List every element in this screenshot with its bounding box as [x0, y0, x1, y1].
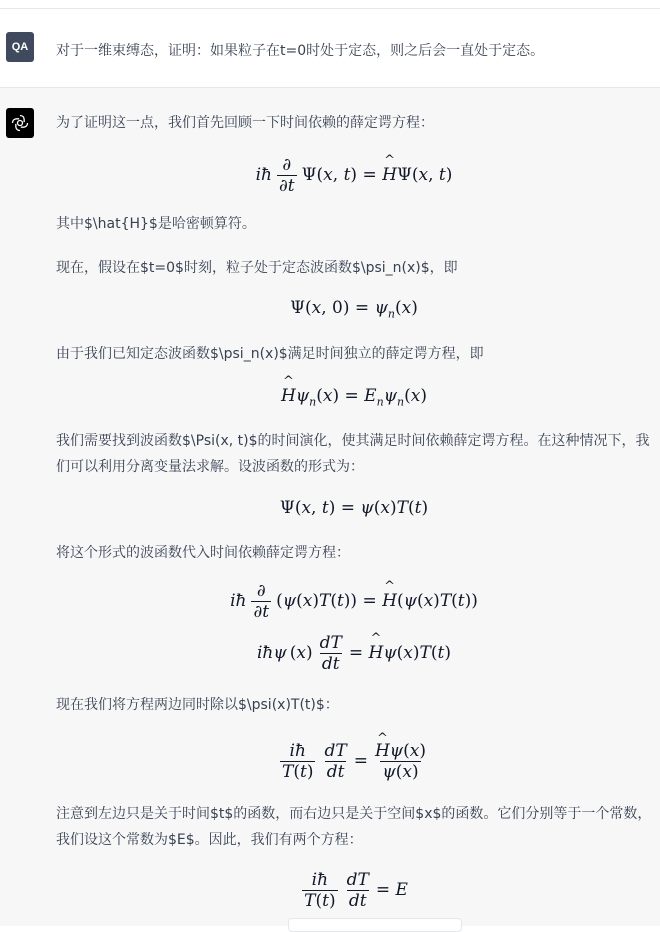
assistant-message-row [0, 88, 660, 926]
equation-divided: $\frac{iħ}{T(t)}$ $\frac{dT}{dt}$ = ^ $\frac{H\psi(x)}{\psi(x)}$ [56, 733, 652, 789]
paragraph-stationary: 由于我们已知定态波函数$\psi_n(x)$满足时间独立的薛定谔方程，即 [56, 346, 484, 362]
paragraph-substitute: 将这个形式的波函数代入时间依赖薛定谔方程： [56, 545, 350, 561]
equation-time-dependent-schrodinger: iħ $\frac{\partial}{\partial t}$ Ψ(x, t) = ^ HΨ(x, t) [56, 150, 652, 200]
paragraph-assume: 现在，假设在$t=0$时刻，粒子处于定态波函数$\psi_n(x)$，即 [56, 260, 458, 276]
openai-logo-icon [6, 108, 34, 138]
equation-separation-ansatz: Ψ(x, t) = ψ(x)T(t) [279, 498, 429, 518]
equation-expanded: iħψ (x) $\frac{dT}{dt}$ = ^ Hψ(x)T(t) [56, 628, 652, 678]
paragraph-divide: 现在我们将方程两边同时除以$\psi(x)T(t)$： [56, 697, 339, 713]
paragraph-separation: 我们需要找到波函数$\Psi(x, t)$的时间演化，使其满足时间依赖薛定谔方程。在这种情况下，我们可以利用分离变量法求解。设波函数的形式为： [56, 433, 650, 475]
equation-substituted: iħ $\frac{\partial}{\partial t}$ (ψ(x)T(t)) = ^ H(ψ(x)T(t)) [56, 576, 652, 626]
equation-time-part: $\frac{iħ}{T(t)}$ $\frac{dT}{dt}$ = E [304, 869, 408, 911]
user-avatar: QA [6, 32, 34, 62]
user-message-row [0, 9, 660, 88]
paragraph-intro: 为了证明这一点，我们首先回顾一下时间依赖的薛定谔方程： [56, 115, 434, 131]
regenerate-bar[interactable] [288, 918, 462, 932]
equation-time-independent: ^ $H\psi_n(x) = E_n\psi_n(x)$ [56, 384, 652, 410]
paragraph-constant: 注意到左边只是关于时间$t$的函数，而右边只是关于空间$x$的函数。它们分别等于一个常数，我们设这个常数为$E$。因此，我们有两个方程： [56, 806, 652, 848]
top-border [0, 0, 660, 9]
paragraph-hamiltonian: 其中$\hat{H}$是哈密顿算符。 [56, 216, 256, 232]
user-message-text: 对于一维束缚态，证明：如果粒子在t=0时处于定态，则之后会一直处于定态。 [56, 43, 545, 59]
equation-initial-state: Ψ(x, $0) = \psi_n(x)$ [290, 297, 418, 321]
